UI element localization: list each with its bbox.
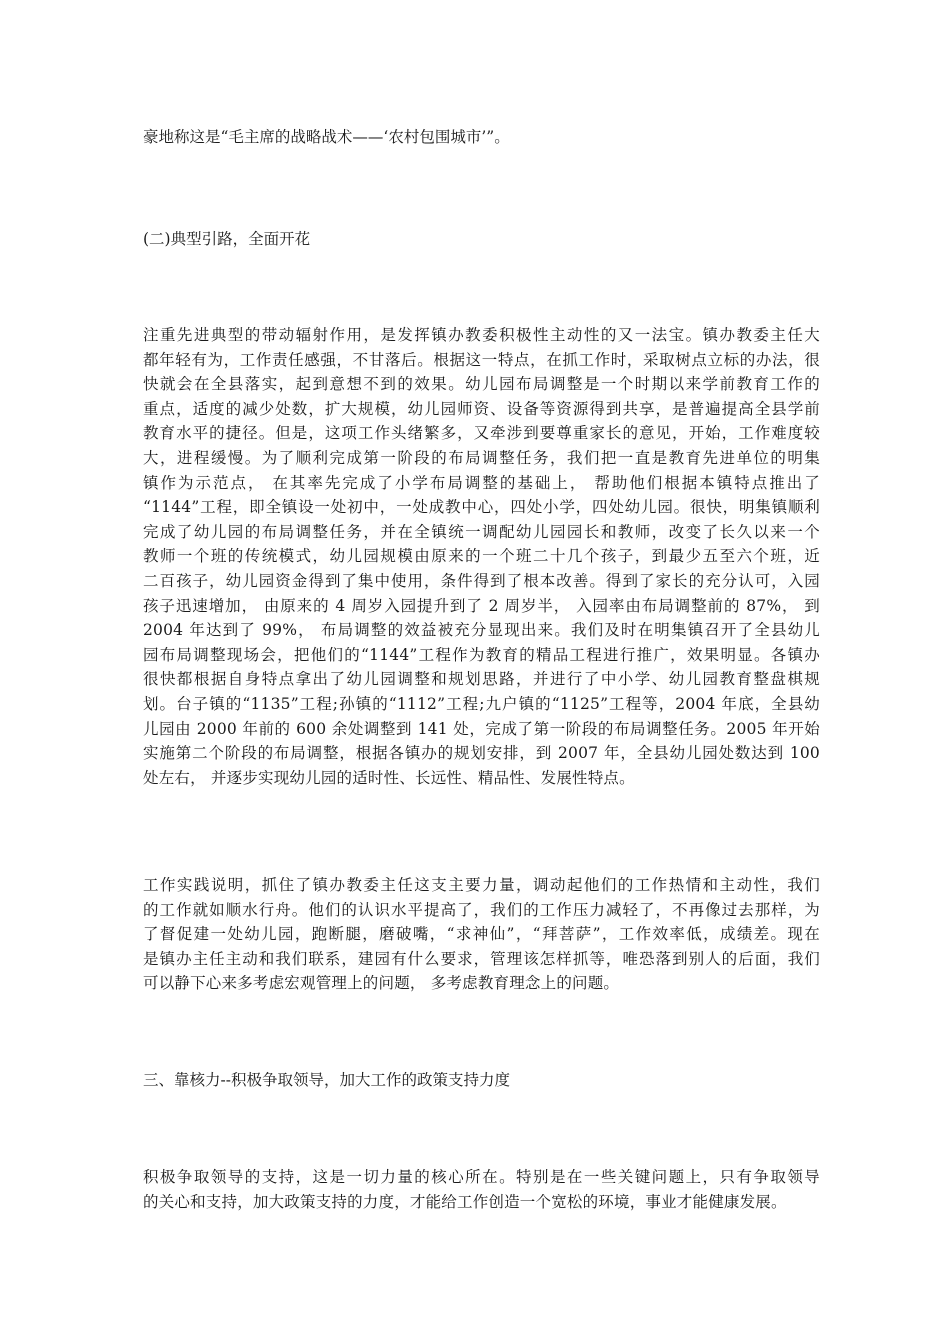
paragraph-line: 园布局调整现场会，把他们的“1144”工程作为教育的精品工程进行推广，效果明显。各镇办 bbox=[143, 645, 820, 664]
paragraph-line: 是镇办主任主动和我们联系，建园有什么要求，管理该怎样抓等，唯恐落到别人的后面，我们 bbox=[143, 949, 820, 968]
paragraph-model-guidance bbox=[143, 323, 820, 790]
paragraph-work-practice bbox=[143, 873, 820, 996]
paragraph-line: 处左右， 并逐步实现幼儿园的适时性、长远性、精品性、发展性特点。 bbox=[143, 768, 635, 787]
paragraph-line: 工作实践说明，抓住了镇办教委主任这支主要力量，调动起他们的工作热情和主动性，我们 bbox=[143, 876, 820, 894]
paragraph-line: 快就会在全县落实，起到意想不到的效果。幼儿园布局调整是一个时期以来学前教育工作的 bbox=[143, 375, 820, 394]
paragraph-line: 2004 年达到了 99%， 布局调整的效益被充分显现出来。我们及时在明集镇召开了全县幼儿 bbox=[143, 621, 820, 640]
intro-line: 豪地称这是“毛主席的战略战术——‘农村包围城市’”。 bbox=[143, 128, 510, 146]
paragraph-line: 很快都根据自身特点拿出了幼儿园调整和规划思路，并进行了中小学、幼儿园教育整盘棋规 bbox=[143, 670, 820, 689]
paragraph-line: 完成了幼儿园的布局调整任务，并在全镇统一调配幼儿园园长和教师，改变了长久以来一个 bbox=[143, 522, 820, 541]
paragraph-line: 了督促建一处幼儿园，跑断腿，磨破嘴，“求神仙”，“拜菩萨”，工作效率低，成绩差。现在 bbox=[143, 925, 820, 944]
paragraph-line: 都年轻有为，工作责任感强，不甘落后。根据这一特点，在抓工作时，采取树点立标的办法，很 bbox=[143, 350, 820, 369]
paragraph-line: 重点，适度的减少处数，扩大规模，幼儿园师资、设备等资源得到共享，是普遍提高全县学前 bbox=[143, 399, 820, 418]
paragraph-line: “1144”工程，即全镇设一处初中，一处成教中心，四处小学，四处幼儿园。很快，明集镇顺利 bbox=[143, 498, 820, 517]
paragraph-line: 的工作就如顺水行舟。他们的认识水平提高了，我们的工作压力减轻了，不再像过去那样，为 bbox=[143, 900, 820, 919]
section-heading-3: 三、靠核力--积极争取领导，加大工作的政策支持力度 bbox=[143, 1071, 510, 1089]
paragraph-line: 划。台子镇的“1135”工程;孙镇的“1112”工程;九户镇的“1125”工程等，2004 年底，全县幼 bbox=[143, 694, 820, 713]
paragraph-line: 积极争取领导的支持，这是一切力量的核心所在。特别是在一些关键问题上，只有争取领导 bbox=[143, 1168, 820, 1186]
paragraph-line: 镇作为示范点， 在其率先完成了小学布局调整的基础上， 帮助他们根据本镇特点推出了 bbox=[143, 473, 820, 492]
paragraph-line: 儿园由 2000 年前的 600 余处调整到 141 处，完成了第一阶段的布局调整任务。2005 年开始 bbox=[143, 719, 820, 738]
section-heading-2: (二)典型引路，全面开花 bbox=[143, 230, 311, 248]
paragraph-line: 注重先进典型的带动辐射作用，是发挥镇办教委积极性主动性的又一法宝。镇办教委主任大 bbox=[143, 326, 820, 344]
paragraph-line: 的关心和支持，加大政策支持的力度，才能给工作创造一个宽松的环境，事业才能健康发展。 bbox=[143, 1192, 787, 1211]
paragraph-line: 教育水平的捷径。但是，这项工作头绪繁多，又牵涉到要尊重家长的意见，开始，工作难度较 bbox=[143, 424, 820, 443]
paragraph-line: 教师一个班的传统模式，幼儿园规模由原来的一个班二十几个孩子，到最少五至六个班，近 bbox=[143, 547, 820, 566]
paragraph-line: 实施第二个阶段的布局调整，根据各镇办的规划安排，到 2007 年，全县幼儿园处数达到 100 bbox=[143, 744, 820, 763]
paragraph-line: 二百孩子，幼儿园资金得到了集中使用，条件得到了根本改善。得到了家长的充分认可，入园 bbox=[143, 571, 820, 590]
paragraph-line: 大，进程缓慢。为了顺利完成第一阶段的布局调整任务，我们把一直是教育先进单位的明集 bbox=[143, 448, 820, 467]
paragraph-line: 可以静下心来多考虑宏观管理上的问题， 多考虑教育理念上的问题。 bbox=[143, 974, 620, 993]
document-page bbox=[143, 0, 820, 1344]
paragraph-line: 孩子迅速增加， 由原来的 4 周岁入园提升到了 2 周岁半， 入园率由布局调整前的 87%， 到 bbox=[143, 596, 820, 615]
paragraph-leadership-support bbox=[143, 1165, 820, 1214]
